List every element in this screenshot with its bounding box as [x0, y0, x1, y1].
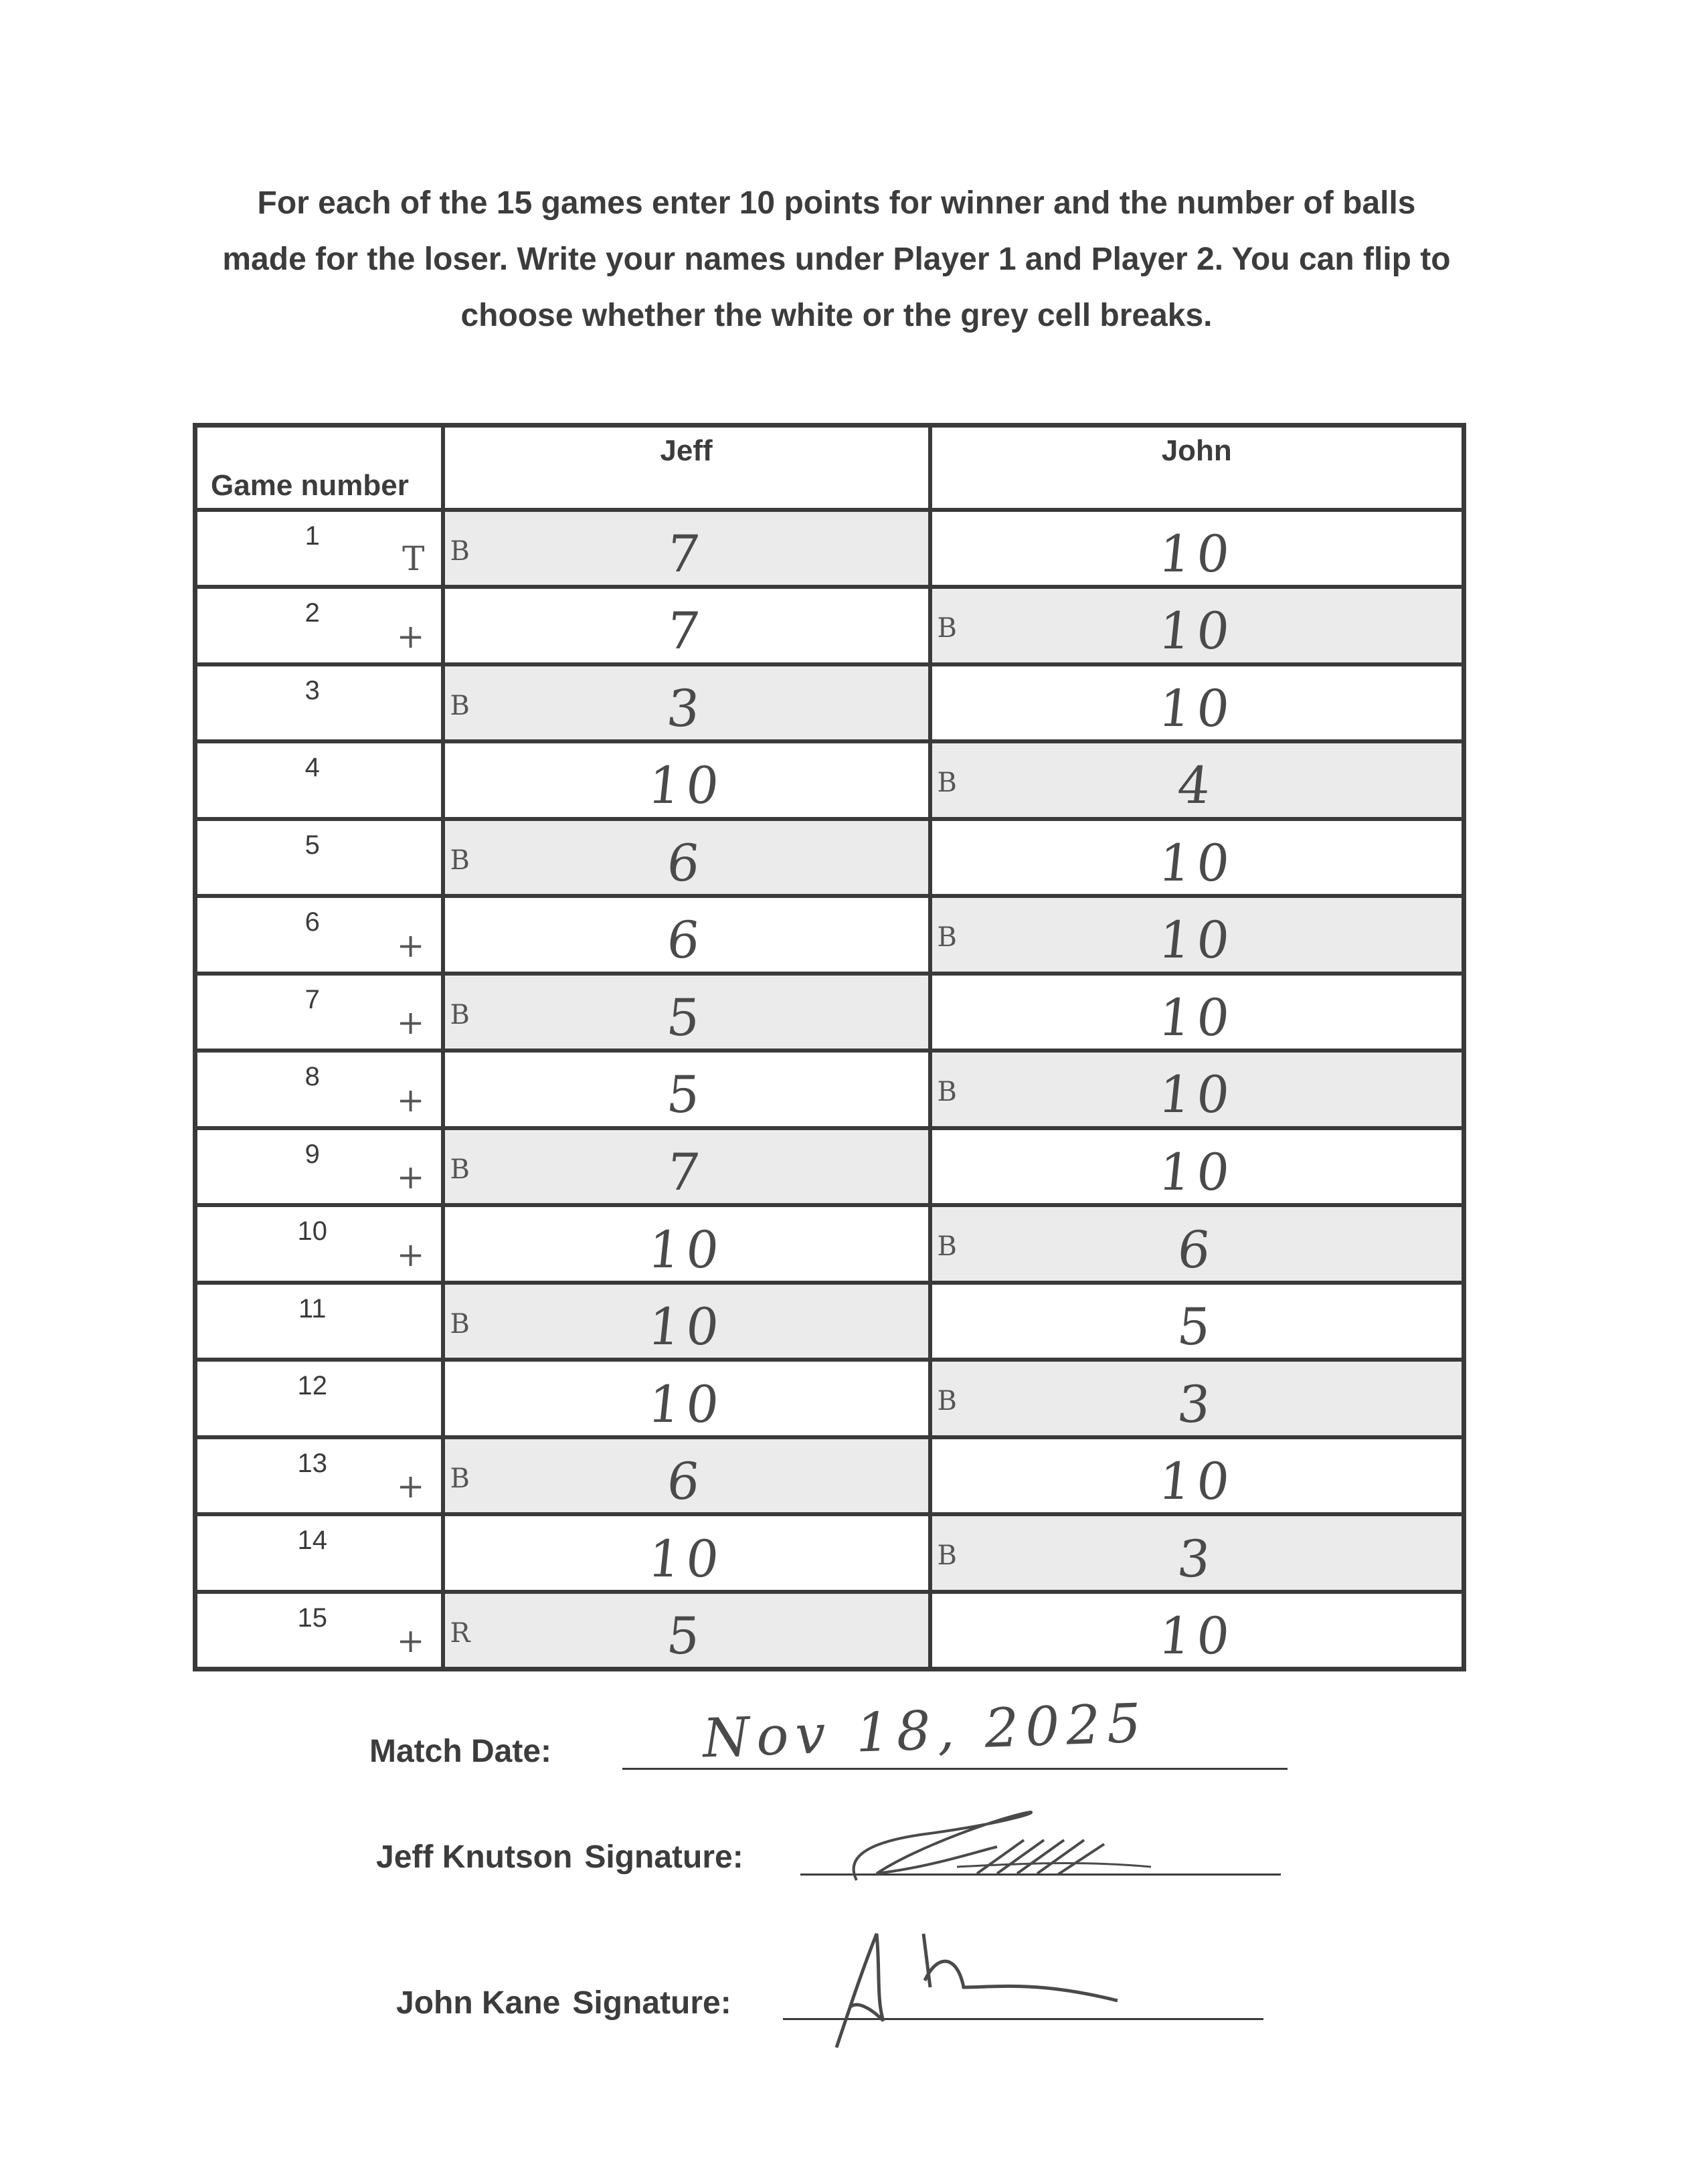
player2-score-cell — [930, 819, 1464, 897]
player2-score: 10 — [1156, 1142, 1238, 1202]
player1-score-cell — [443, 1514, 930, 1592]
game-number: 10 — [297, 1216, 327, 1247]
table-row — [195, 587, 1464, 664]
tally-mark: + — [396, 616, 425, 656]
break-mark: R — [450, 1617, 470, 1649]
break-mark: B — [450, 1308, 470, 1340]
tally-mark: T — [402, 539, 425, 579]
player1-score-cell — [443, 741, 930, 819]
game-number-cell — [195, 1437, 443, 1515]
player1-score-cell — [443, 1205, 930, 1283]
game-number-cell — [195, 974, 443, 1051]
player2-score-cell — [930, 1360, 1464, 1437]
instruction-line: For each of the 15 games enter 10 points for winner and the number of balls — [257, 185, 1416, 221]
table-row — [195, 510, 1464, 587]
table-row — [195, 741, 1464, 819]
player1-score: 7 — [664, 523, 709, 583]
break-mark: B — [450, 999, 470, 1030]
player1-score: 10 — [645, 1219, 727, 1279]
break-mark: B — [937, 1386, 957, 1417]
game-number-cell — [195, 1128, 443, 1206]
instructions — [100, 175, 1573, 344]
player1-score-cell — [443, 1360, 930, 1437]
player1-name-header: Jeff — [443, 426, 930, 510]
game-number: 11 — [298, 1293, 327, 1324]
player1-score-cell — [443, 1128, 930, 1206]
table-row — [195, 896, 1464, 974]
table-row — [195, 1283, 1464, 1360]
table-row — [195, 664, 1464, 742]
break-mark: B — [937, 1231, 957, 1263]
player2-score: 3 — [1174, 1374, 1219, 1434]
match-date-label: Match Date: — [369, 1734, 552, 1769]
player1-signature-text: Signature: — [584, 1839, 743, 1875]
player1-score: 7 — [664, 1142, 709, 1202]
player2-score: 4 — [1174, 755, 1219, 816]
game-number-cell — [195, 1283, 443, 1360]
table-row — [195, 1360, 1464, 1437]
game-number-cell — [195, 1514, 443, 1592]
game-number-cell — [195, 819, 443, 897]
game-number: 9 — [304, 1139, 320, 1169]
player1-score: 5 — [664, 1065, 709, 1125]
player1-score: 6 — [664, 832, 709, 893]
player1-score: 5 — [664, 1605, 709, 1665]
tally-mark: + — [396, 1235, 425, 1274]
break-mark: B — [450, 690, 470, 721]
player1-score: 5 — [664, 987, 709, 1047]
player2-score-cell — [930, 510, 1464, 587]
table-row — [195, 1514, 1464, 1592]
player2-score: 10 — [1156, 987, 1238, 1047]
player2-score-cell — [930, 974, 1464, 1051]
player1-score: 10 — [645, 755, 727, 816]
tally-mark: + — [396, 1158, 425, 1197]
tally-mark: + — [396, 1080, 425, 1119]
player2-score-cell — [930, 741, 1464, 819]
player2-signature-scribble — [823, 1907, 1144, 2054]
tally-mark: + — [396, 1467, 425, 1506]
table-row — [195, 974, 1464, 1051]
game-number-cell — [195, 896, 443, 974]
game-number-cell — [195, 1592, 443, 1669]
tally-mark: + — [396, 1003, 425, 1042]
game-number: 3 — [304, 675, 320, 705]
header-row — [195, 426, 1464, 510]
game-number-cell — [195, 1360, 443, 1437]
instruction-line: made for the loser. Write your names under Player 1 and Player 2. You can flip to — [222, 242, 1451, 277]
game-number-cell — [195, 1205, 443, 1283]
player1-score: 6 — [664, 910, 709, 970]
player2-full-name: John Kane — [396, 1985, 561, 2021]
break-mark: B — [450, 535, 470, 567]
player1-score-cell — [443, 1283, 930, 1360]
player2-score: 10 — [1156, 1451, 1238, 1512]
player1-score-cell — [443, 1051, 930, 1128]
player2-score: 10 — [1156, 678, 1238, 738]
player2-signature-label — [396, 1985, 731, 2021]
player1-signature-label — [376, 1839, 743, 1876]
game-number: 6 — [304, 907, 320, 937]
game-number-cell — [195, 1051, 443, 1128]
player1-score-cell — [443, 664, 930, 742]
game-number-cell — [195, 587, 443, 664]
table-row — [195, 1437, 1464, 1515]
player1-signature-scribble — [836, 1800, 1184, 1900]
table-row — [195, 1205, 1464, 1283]
player1-score: 3 — [664, 678, 709, 738]
game-number: 2 — [304, 598, 320, 628]
player2-score-cell — [930, 664, 1464, 742]
game-number: 5 — [304, 830, 320, 860]
game-number: 7 — [304, 984, 320, 1014]
break-mark: B — [937, 613, 957, 644]
player2-score: 10 — [1156, 523, 1238, 583]
player2-score: 5 — [1174, 1297, 1219, 1357]
table-row — [195, 1051, 1464, 1128]
player2-score-cell — [930, 587, 1464, 664]
break-mark: B — [450, 844, 470, 876]
player1-score-cell — [443, 1592, 930, 1669]
game-number: 13 — [297, 1448, 327, 1478]
break-mark: B — [450, 1154, 470, 1185]
player1-score: 10 — [645, 1374, 727, 1434]
player2-score: 3 — [1174, 1528, 1219, 1588]
break-mark: B — [937, 1540, 957, 1572]
player2-score-cell — [930, 1437, 1464, 1515]
game-number: 1 — [304, 521, 320, 551]
game-number-cell — [195, 664, 443, 742]
player2-score-cell — [930, 1592, 1464, 1669]
player1-score: 10 — [645, 1528, 727, 1588]
break-mark: B — [937, 767, 957, 799]
player1-score-cell — [443, 896, 930, 974]
game-number: 15 — [297, 1603, 327, 1633]
player1-score-cell — [443, 974, 930, 1051]
player1-score-cell — [443, 510, 930, 587]
game-number: 8 — [304, 1062, 320, 1092]
player2-score-cell — [930, 1128, 1464, 1206]
match-date-value: Nov 18, 2025 — [701, 1692, 1149, 1770]
player1-score-cell — [443, 819, 930, 897]
player2-score-cell — [930, 896, 1464, 974]
player2-score-cell — [930, 1205, 1464, 1283]
player1-score-cell — [443, 1437, 930, 1515]
break-mark: B — [937, 1077, 957, 1108]
tally-mark: + — [396, 925, 425, 965]
player2-score-cell — [930, 1283, 1464, 1360]
game-number: 4 — [304, 753, 320, 783]
player2-signature-text: Signature: — [572, 1985, 731, 2021]
player2-score: 10 — [1156, 832, 1238, 893]
table-row — [195, 1592, 1464, 1669]
player2-score: 10 — [1156, 1065, 1238, 1125]
table-row — [195, 819, 1464, 897]
game-number: 12 — [297, 1371, 327, 1401]
game-number-header: Game number — [195, 426, 443, 510]
game-number-cell — [195, 741, 443, 819]
player1-score: 7 — [664, 601, 709, 661]
player2-score: 10 — [1156, 601, 1238, 661]
table-row — [195, 1128, 1464, 1206]
instruction-line: choose whether the white or the grey cell breaks. — [460, 298, 1213, 333]
player1-score: 6 — [664, 1451, 709, 1512]
game-number: 14 — [297, 1526, 327, 1556]
game-number-cell — [195, 510, 443, 587]
tally-mark: + — [396, 1621, 425, 1660]
player1-full-name: Jeff Knutson — [376, 1839, 573, 1875]
player2-score: 10 — [1156, 910, 1238, 970]
player2-score: 10 — [1156, 1605, 1238, 1665]
score-table — [193, 423, 1466, 1671]
player2-name-header: John — [930, 426, 1464, 510]
break-mark: B — [937, 922, 957, 953]
player1-score-cell — [443, 587, 930, 664]
player2-score-cell — [930, 1514, 1464, 1592]
player2-score: 6 — [1174, 1219, 1219, 1279]
break-mark: B — [450, 1463, 470, 1494]
player2-score-cell — [930, 1051, 1464, 1128]
player1-score: 10 — [645, 1297, 727, 1357]
